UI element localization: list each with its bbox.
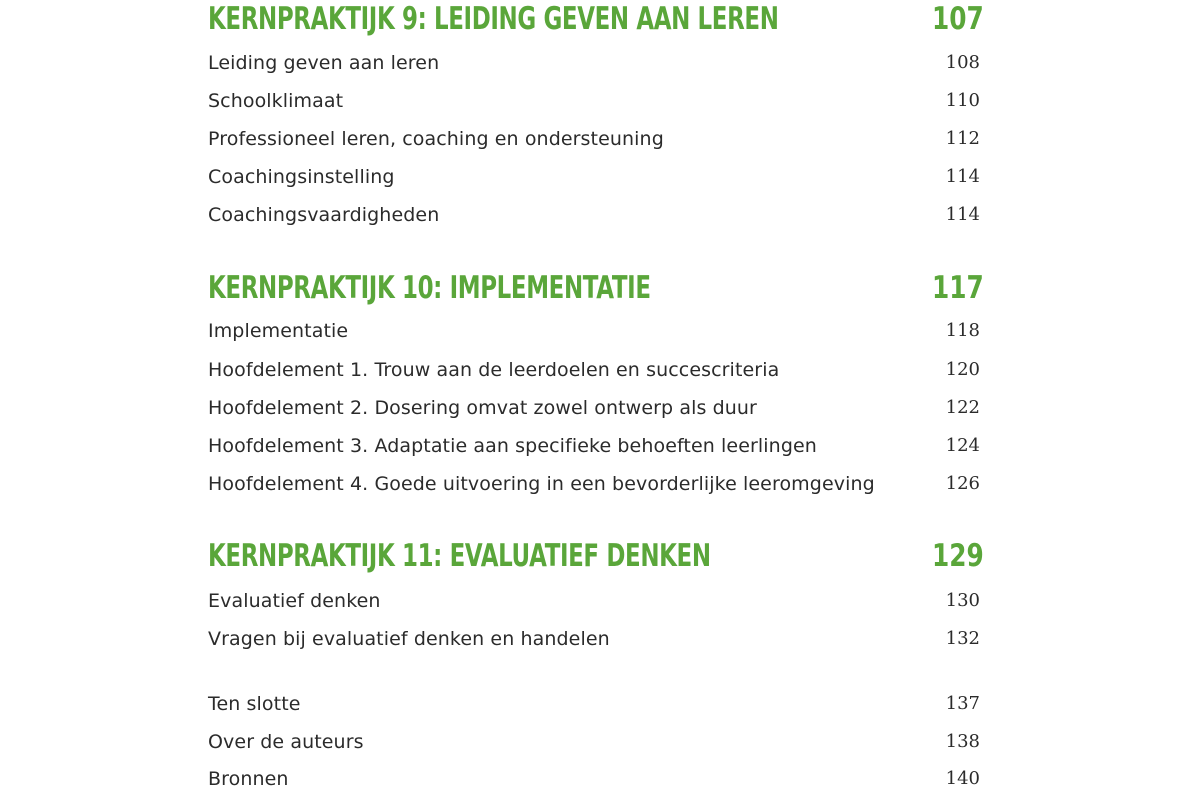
- entry-title: Hoofdelement 2. Dosering omvat zowel ontwerp als duur: [208, 397, 757, 419]
- entry-title: Evaluatief denken: [208, 590, 381, 612]
- section-heading[interactable]: [208, 0, 984, 41]
- entry-page-number: 132: [945, 628, 980, 649]
- entry-title: Ten slotte: [208, 693, 301, 715]
- entry-page-number: 110: [945, 90, 980, 111]
- toc-entry[interactable]: [208, 469, 980, 499]
- toc-entry[interactable]: [208, 86, 980, 116]
- entry-page-number: 137: [945, 693, 980, 714]
- entry-page-number: 120: [945, 359, 980, 380]
- entry-title: Hoofdelement 4. Goede uitvoering in een bevorderlijke leeromgeving: [208, 473, 875, 495]
- toc-entry[interactable]: [208, 162, 980, 192]
- entry-page-number: 126: [945, 473, 980, 494]
- entry-page-number: 122: [945, 397, 980, 418]
- toc-entry[interactable]: [208, 48, 980, 78]
- toc-entry[interactable]: [208, 586, 980, 616]
- entry-title: Implementatie: [208, 320, 349, 342]
- entry-page-number: 124: [945, 435, 980, 456]
- toc-entry[interactable]: [208, 393, 980, 423]
- toc-entry[interactable]: [208, 431, 980, 461]
- entry-page-number: 118: [945, 320, 980, 341]
- toc-entry[interactable]: [208, 727, 980, 757]
- entry-page-number: 108: [945, 52, 980, 73]
- entry-title: Professioneel leren, coaching en ondersteuning: [208, 128, 664, 150]
- entry-title: Coachingsvaardigheden: [208, 204, 440, 226]
- entry-page-number: 130: [945, 590, 980, 611]
- entry-title: Bronnen: [208, 768, 289, 790]
- section-title: KERNPRAKTIJK 9: LEIDING GEVEN AAN LEREN: [208, 1, 779, 37]
- toc-entry[interactable]: [208, 355, 980, 385]
- section-heading[interactable]: [208, 534, 984, 578]
- entry-title: Leiding geven aan leren: [208, 52, 440, 74]
- entry-page-number: 114: [945, 166, 980, 187]
- section-page-number: 129: [932, 538, 984, 574]
- toc-entry[interactable]: [208, 689, 980, 719]
- entry-page-number: 138: [945, 731, 980, 752]
- entry-title: Coachingsinstelling: [208, 166, 395, 188]
- section-title: KERNPRAKTIJK 11: EVALUATIEF DENKEN: [208, 538, 711, 574]
- entry-title: Hoofdelement 1. Trouw aan de leerdoelen en succescriteria: [208, 359, 780, 381]
- section-page-number: 107: [932, 1, 984, 37]
- toc-entry[interactable]: [208, 764, 980, 794]
- section-heading[interactable]: [208, 266, 984, 310]
- toc-entry[interactable]: [208, 316, 980, 346]
- entry-page-number: 114: [945, 204, 980, 225]
- entry-title: Vragen bij evaluatief denken en handelen: [208, 628, 610, 650]
- entry-title: Over de auteurs: [208, 731, 364, 753]
- section-page-number: 117: [932, 270, 984, 306]
- toc-entry[interactable]: [208, 624, 980, 654]
- section-title: KERNPRAKTIJK 10: IMPLEMENTATIE: [208, 270, 651, 306]
- entry-page-number: 112: [945, 128, 980, 149]
- entry-title: Schoolklimaat: [208, 90, 344, 112]
- entry-page-number: 140: [945, 768, 980, 789]
- entry-title: Hoofdelement 3. Adaptatie aan specifieke behoeften leerlingen: [208, 435, 817, 457]
- toc-entry[interactable]: [208, 200, 980, 230]
- toc-entry[interactable]: [208, 124, 980, 154]
